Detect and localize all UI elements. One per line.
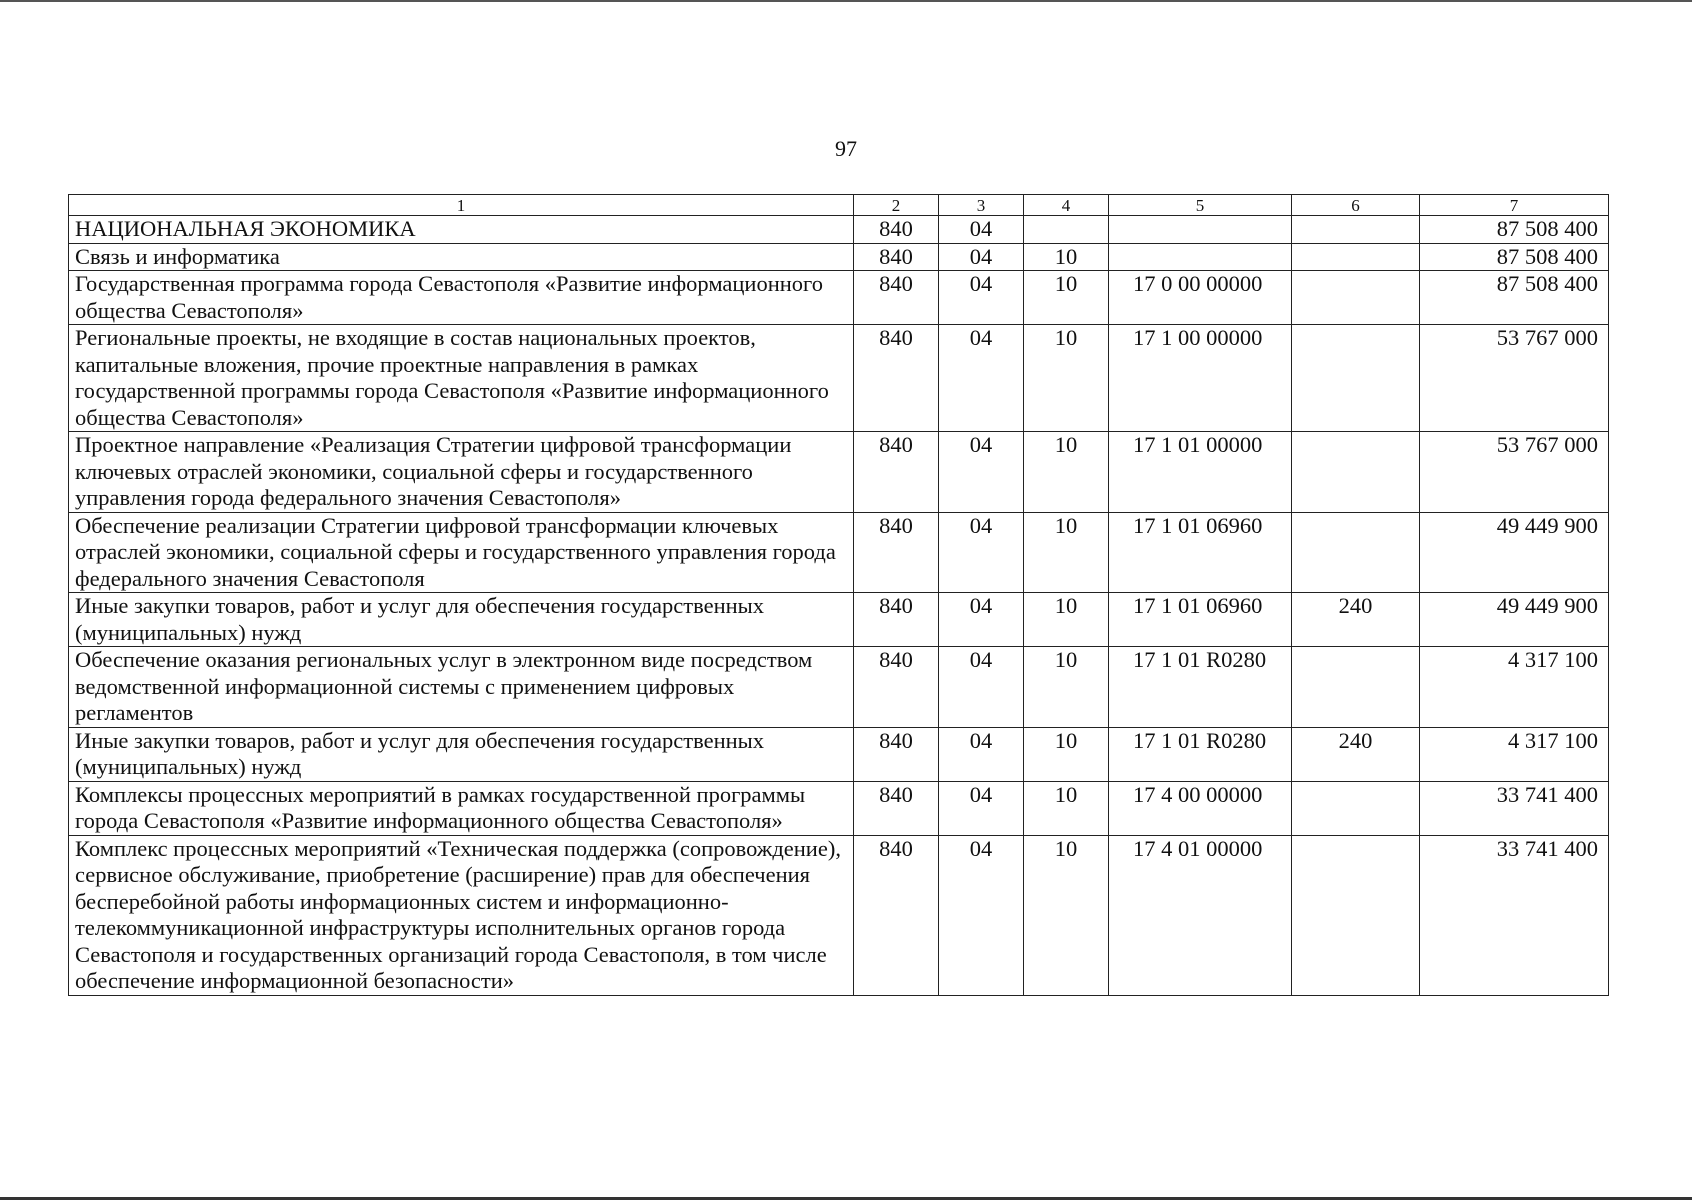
row-name: Иные закупки товаров, работ и услуг для обеспечения государственных (муниципальных) нужд: [69, 727, 854, 781]
row-col3: 04: [939, 781, 1024, 835]
table-row: [69, 432, 1609, 513]
row-col2: 840: [854, 271, 939, 325]
table-row: [69, 512, 1609, 593]
table-row: [69, 647, 1609, 728]
page-number: 97: [835, 136, 857, 161]
row-col7: 49 449 900: [1420, 512, 1609, 593]
row-name: НАЦИОНАЛЬНАЯ ЭКОНОМИКА: [69, 216, 854, 244]
row-col5: 17 1 01 06960: [1109, 593, 1292, 647]
row-col5: 17 1 01 R0280: [1109, 647, 1292, 728]
row-name: Иные закупки товаров, работ и услуг для обеспечения государственных (муниципальных) нужд: [69, 593, 854, 647]
row-col5: [1109, 243, 1292, 271]
row-col2: 840: [854, 243, 939, 271]
row-name: Комплекс процессных мероприятий «Техническая поддержка (сопровождение), сервисное обслуживание, приобретение (расширение) прав для обеспечения бесперебойной работы информационных систем и информационно-телекоммуникационной инфраструктуры исполнительных органов города Севастополя и государственных организаций города Севастополя, в том числе обеспечение информационной безопасности»: [69, 835, 854, 995]
row-col2: 840: [854, 727, 939, 781]
row-col4: 10: [1024, 647, 1109, 728]
row-col7: 49 449 900: [1420, 593, 1609, 647]
table-row: [69, 325, 1609, 432]
row-col5: 17 1 01 R0280: [1109, 727, 1292, 781]
row-col7: 87 508 400: [1420, 216, 1609, 244]
column-header: 1: [69, 195, 854, 216]
row-col4: 10: [1024, 243, 1109, 271]
row-col6: [1292, 271, 1420, 325]
row-name: Обеспечение оказания региональных услуг в электронном виде посредством ведомственной информационной системы с применением цифровых регламентов: [69, 647, 854, 728]
row-col3: 04: [939, 271, 1024, 325]
row-name: Связь и информатика: [69, 243, 854, 271]
row-col6: [1292, 243, 1420, 271]
row-col6: [1292, 835, 1420, 995]
row-col7: 53 767 000: [1420, 325, 1609, 432]
row-col5: 17 4 01 00000: [1109, 835, 1292, 995]
table-row: [69, 781, 1609, 835]
row-col3: 04: [939, 432, 1024, 513]
row-col6: 240: [1292, 727, 1420, 781]
column-header: 3: [939, 195, 1024, 216]
table-row: [69, 271, 1609, 325]
row-col2: 840: [854, 647, 939, 728]
row-col4: 10: [1024, 727, 1109, 781]
table-row: [69, 835, 1609, 995]
row-col5: 17 0 00 00000: [1109, 271, 1292, 325]
row-name: Комплексы процессных мероприятий в рамках государственной программы города Севастополя «Развитие информационного общества Севастополя»: [69, 781, 854, 835]
budget-table: [68, 194, 1609, 996]
header-row: [69, 195, 1609, 216]
row-name: Обеспечение реализации Стратегии цифровой трансформации ключевых отраслей экономики, социальной сферы и государственного управления города федерального значения Севастополя: [69, 512, 854, 593]
row-col3: 04: [939, 727, 1024, 781]
row-col4: 10: [1024, 325, 1109, 432]
row-col6: [1292, 781, 1420, 835]
table-row: [69, 727, 1609, 781]
row-col3: 04: [939, 593, 1024, 647]
row-name: Проектное направление «Реализация Стратегии цифровой трансформации ключевых отраслей экономики, социальной сферы и государственного управления города федерального значения Севастополя»: [69, 432, 854, 513]
column-header: 7: [1420, 195, 1609, 216]
table-row: [69, 243, 1609, 271]
row-col7: 53 767 000: [1420, 432, 1609, 513]
row-name: Региональные проекты, не входящие в состав национальных проектов, капитальные вложения, прочие проектные направления в рамках государственной программы города Севастополя «Развитие информационного общества Севастополя»: [69, 325, 854, 432]
row-col2: 840: [854, 432, 939, 513]
row-col5: [1109, 216, 1292, 244]
row-col4: [1024, 216, 1109, 244]
row-col3: 04: [939, 243, 1024, 271]
column-header: 2: [854, 195, 939, 216]
row-col5: 17 1 01 06960: [1109, 512, 1292, 593]
row-col4: 10: [1024, 512, 1109, 593]
row-col7: 4 317 100: [1420, 647, 1609, 728]
column-header: 5: [1109, 195, 1292, 216]
row-col7: 33 741 400: [1420, 835, 1609, 995]
table-row: [69, 216, 1609, 244]
row-col6: 240: [1292, 593, 1420, 647]
row-col2: 840: [854, 512, 939, 593]
row-col5: 17 1 01 00000: [1109, 432, 1292, 513]
row-col7: 33 741 400: [1420, 781, 1609, 835]
row-col7: 4 317 100: [1420, 727, 1609, 781]
row-col4: 10: [1024, 835, 1109, 995]
row-col6: [1292, 325, 1420, 432]
column-header: 6: [1292, 195, 1420, 216]
row-col2: 840: [854, 593, 939, 647]
row-col3: 04: [939, 512, 1024, 593]
row-col6: [1292, 512, 1420, 593]
row-col3: 04: [939, 647, 1024, 728]
row-col4: 10: [1024, 781, 1109, 835]
row-col2: 840: [854, 216, 939, 244]
row-col2: 840: [854, 835, 939, 995]
row-col6: [1292, 216, 1420, 244]
row-col5: 17 1 00 00000: [1109, 325, 1292, 432]
row-col4: 10: [1024, 593, 1109, 647]
row-col3: 04: [939, 835, 1024, 995]
row-col6: [1292, 647, 1420, 728]
row-col3: 04: [939, 216, 1024, 244]
row-col4: 10: [1024, 432, 1109, 513]
row-col3: 04: [939, 325, 1024, 432]
page-top-edge: [0, 0, 1692, 2]
row-col5: 17 4 00 00000: [1109, 781, 1292, 835]
row-name: Государственная программа города Севастополя «Развитие информационного общества Севастополя»: [69, 271, 854, 325]
column-header: 4: [1024, 195, 1109, 216]
row-col2: 840: [854, 325, 939, 432]
row-col2: 840: [854, 781, 939, 835]
row-col6: [1292, 432, 1420, 513]
table-row: [69, 593, 1609, 647]
row-col4: 10: [1024, 271, 1109, 325]
row-col7: 87 508 400: [1420, 271, 1609, 325]
row-col7: 87 508 400: [1420, 243, 1609, 271]
